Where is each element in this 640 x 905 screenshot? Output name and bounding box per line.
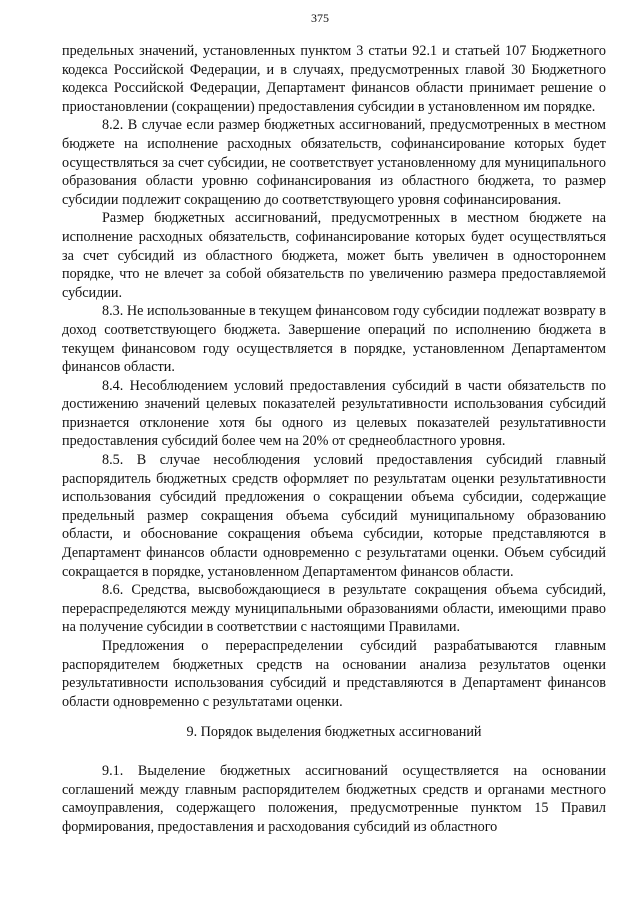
document-body [62, 42, 606, 836]
paragraph-8-6: 8.6. Средства, высвобождающиеся в результате сокращения объема субсидий, перераспределяются между муниципальными образованиями области, имеющими право на получение субсидии в соответствии с настоящими Правилами. [62, 582, 606, 636]
paragraph-8-2-size: Размер бюджетных ассигнований, предусмотренных в местном бюджете на исполнение расходных обязательств, софинансирование которых будет осуществляться за счет субсидий из областного бюджета, может быть увеличен в одностороннем порядке, что не влечет за собой обязательств по увеличению размера предоставляемой субсидии. [62, 210, 606, 301]
paragraph-8-4: 8.4. Несоблюдением условий предоставления субсидий в части обязательств по достижению значений целевых показателей результативности использования субсидий признается отклонение хотя бы одного из целевых показателей результативности предоставления субсидий более чем на 20% от среднеобластного уровня. [62, 377, 606, 450]
section-heading: 9. Порядок выделения бюджетных ассигнований [186, 724, 482, 741]
paragraph-8-6-proposals: Предложения о перераспределении субсидий разрабатываются главным распорядителем бюджетных средств на основании анализа результатов оценки результативности использования субсидий и представляются в Департамент финансов области одновременно с результатами оценки. [62, 638, 606, 710]
paragraph-8-3: 8.3. Не использованные в текущем финансовом году субсидии подлежат возврату в доход соответствующего бюджета. Завершение операций по исполнению бюджета в текущем финансовом году осуществляется в порядке, установленном Департаментом финансов области. [62, 303, 606, 376]
paragraph-8-2: 8.2. В случае если размер бюджетных ассигнований, предусмотренных в местном бюджете на исполнение расходных обязательств, софинансирование которых будет осуществляться за счет субсидии, не соответствует установленному для муниципального образования области уровню софинансирования из областного бюджета, то размер субсидии подлежит сокращению до соответствующего уровня софинансирования. [62, 117, 606, 208]
paragraph-9-1: 9.1. Выделение бюджетных ассигнований осуществляется на основании соглашений между главным распорядителем бюджетных средств и органами местного самоуправления, содержащего положения, предусмотренные пунктом 15 Правил формирования, предоставления и расходования субсидий из областного [62, 762, 606, 835]
page-number: 375 [311, 11, 329, 25]
paragraph-8-5: 8.5. В случае несоблюдения условий предоставления субсидий главный распорядитель бюджетных средств оформляет по результатам оценки результативности использования субсидий предложения о сокращении объема субсидии, содержащие предельный размер сокращения объема субсидий муниципальному образованию области, и обоснование сокращения объема субсидии, которые представляются в Департамент финансов области одновременно с результатами оценки. Объем субсидий сокращается в порядке, установленном Департаментом финансов области. [62, 452, 606, 580]
paragraph-continuation: предельных значений, установленных пунктом 3 статьи 92.1 и статьей 107 Бюджетного кодекса Российской Федерации, и в случаях, предусмотренных главой 30 Бюджетного кодекса Российской Федерации, Департамент финансов области принимает решение о приостановлении (сокращении) предоставления субсидии в установленном им порядке. [62, 43, 606, 115]
